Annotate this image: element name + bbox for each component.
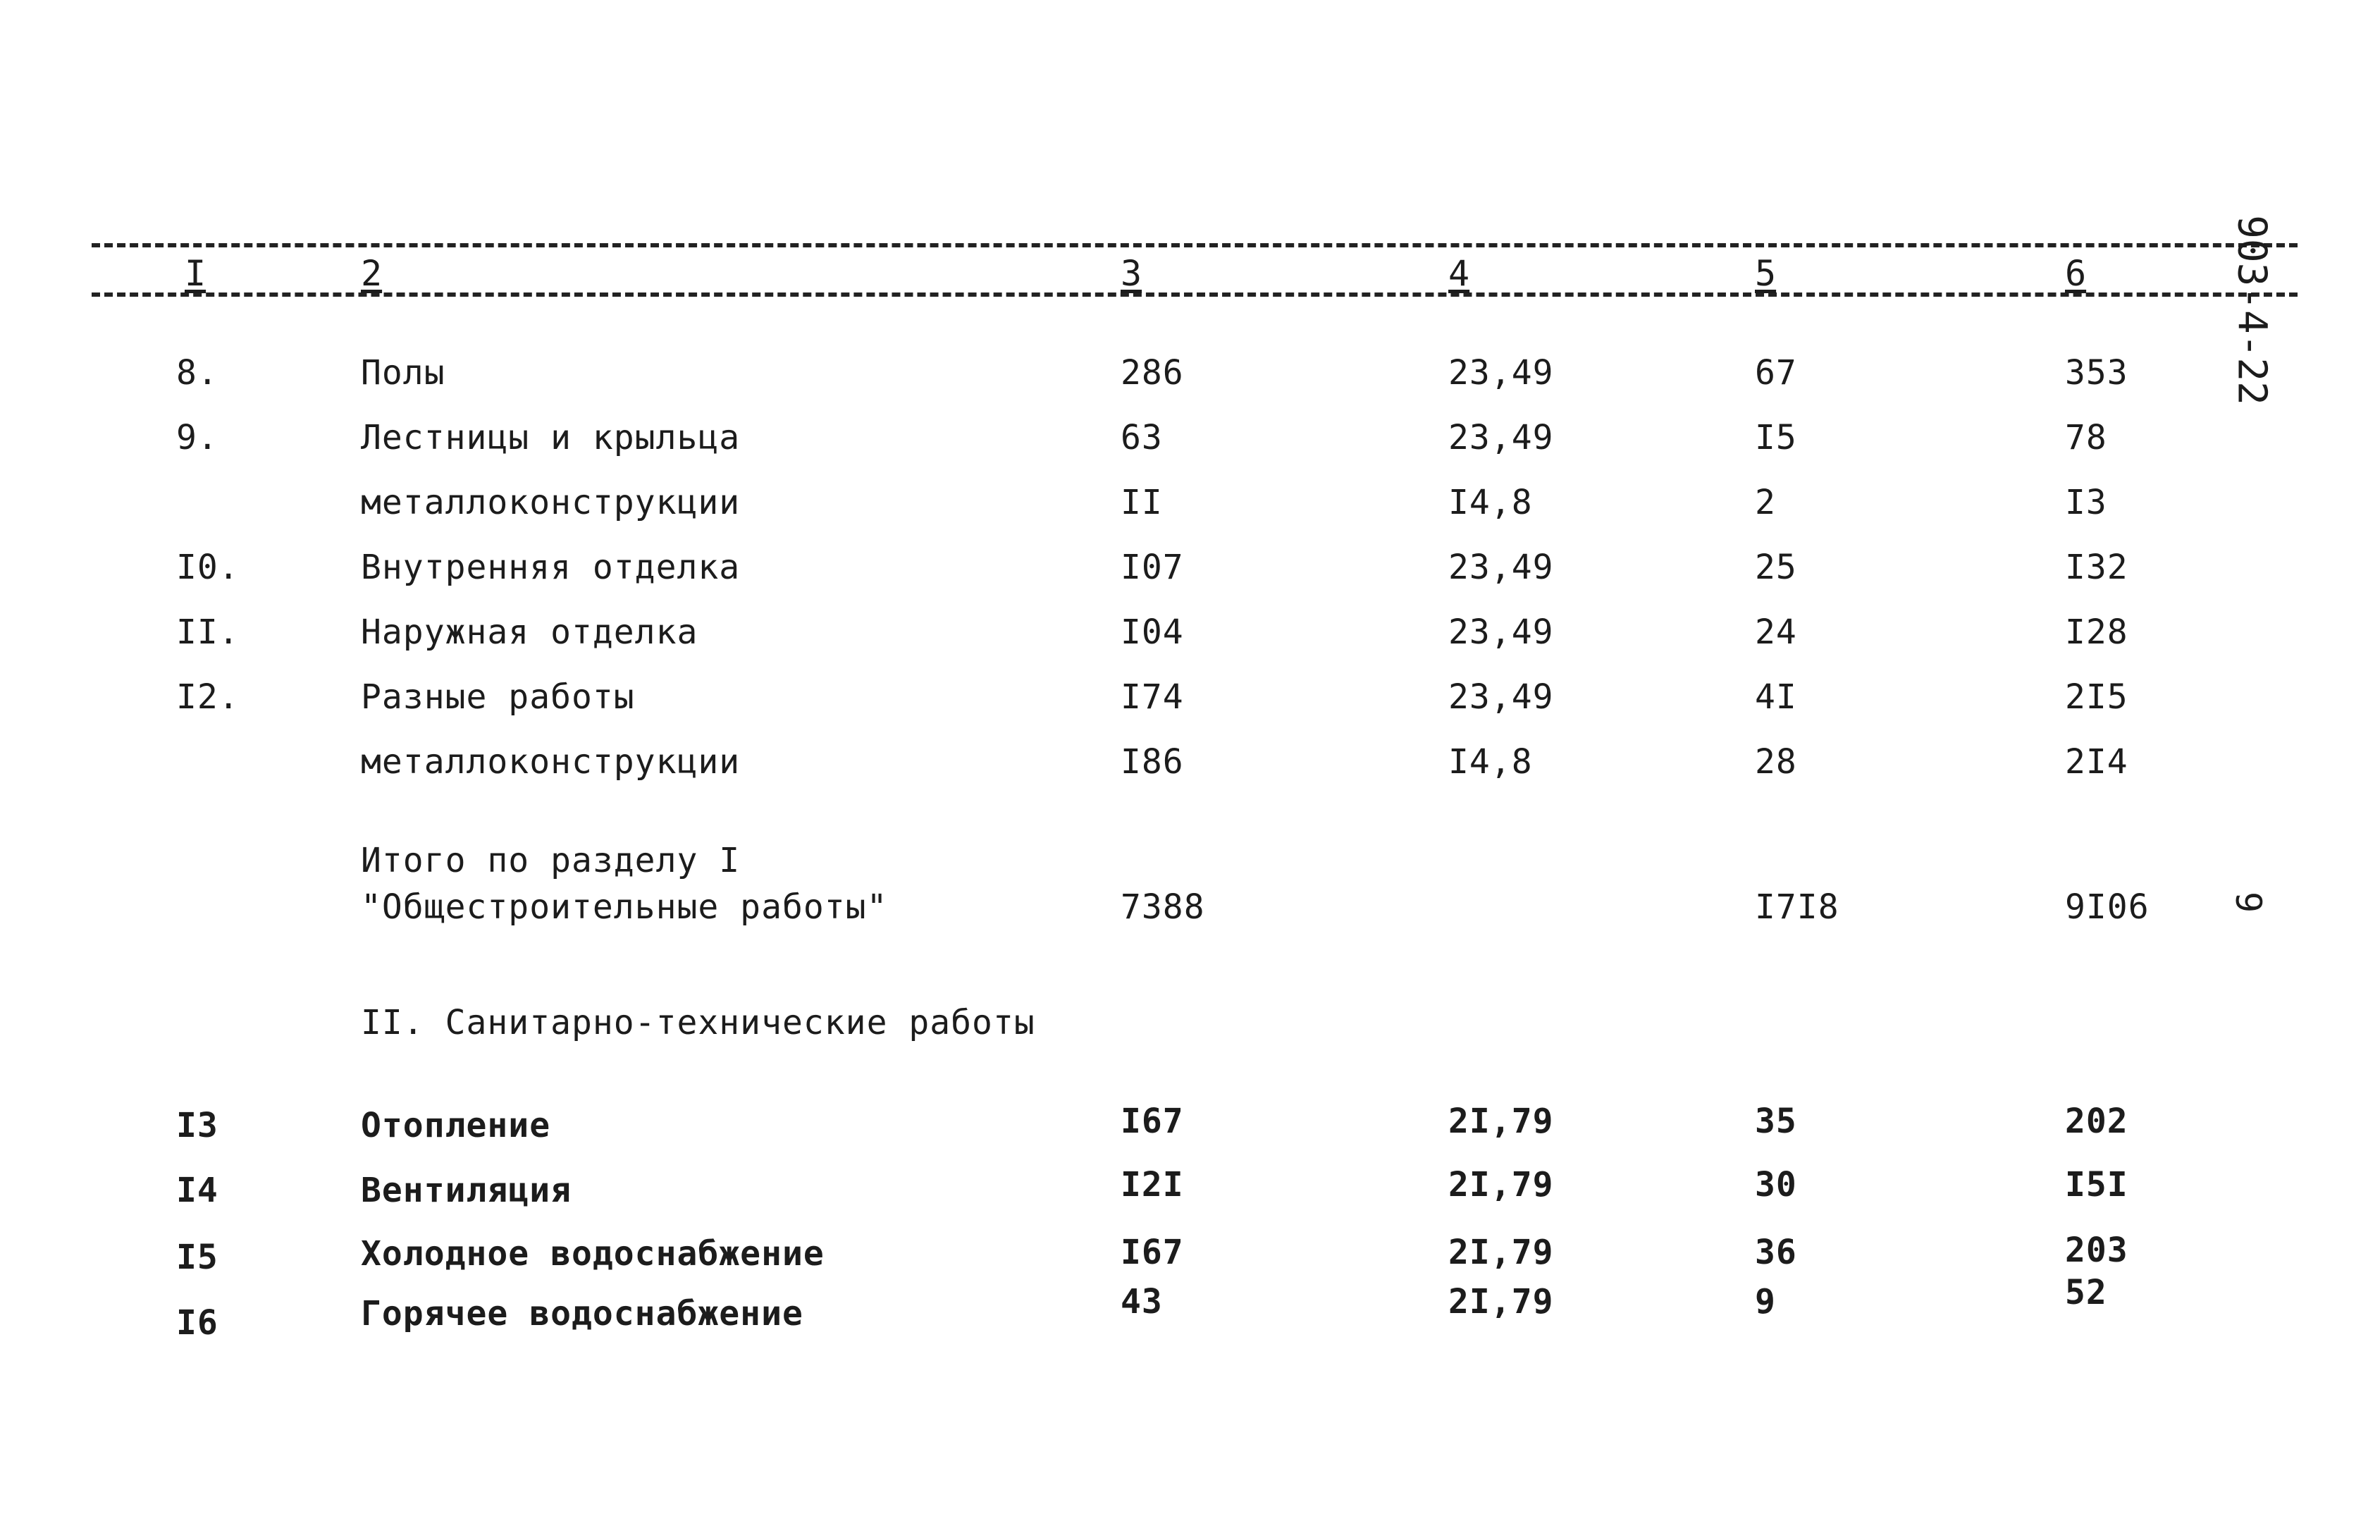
row-value-col5: 9 [1755,1282,1776,1322]
row-value-col3: 286 [1121,353,1184,393]
row-name: Полы [361,353,445,393]
row-name: Лестницы и крыльца [361,418,741,457]
row-value-col3: I07 [1121,548,1184,587]
row-value-col4: 23,49 [1448,418,1554,457]
row-value-col5: I5 [1755,418,1797,457]
row-number: I5 [176,1238,218,1277]
row-number: I2. [176,677,240,717]
row-value-col4: 2I,79 [1448,1233,1554,1272]
row-value-col5: 2 [1755,483,1776,522]
row-name: Разные работы [361,677,635,717]
row-name: Внутренняя отделка [361,548,741,587]
row-number: I4 [176,1171,218,1210]
row-value-col3: I04 [1121,612,1184,652]
row-number: II. [176,612,240,652]
row-value-col5: 67 [1755,353,1797,393]
row-name: Отопление [361,1106,551,1145]
row-value-col6: 78 [2065,418,2107,457]
row-value-col6: I3 [2065,483,2107,522]
row-value-col5: 36 [1755,1233,1797,1272]
row-value-col3: 43 [1121,1282,1163,1322]
header-top-rule [92,243,2298,247]
row-number: I6 [176,1303,218,1343]
col-header-4: 4 [1448,253,1470,294]
row-name: Вентиляция [361,1171,572,1210]
row-value-col4: 23,49 [1448,353,1554,393]
row-value-col6: 353 [2065,353,2128,393]
col-header-3: 3 [1121,253,1142,294]
row-value-col5: 30 [1755,1165,1797,1205]
row-number: I3 [176,1106,218,1145]
col-header-5: 5 [1755,253,1777,294]
row-number: I0. [176,548,240,587]
page-number [2227,881,2269,923]
row-value-col3: I67 [1121,1102,1184,1141]
row-value-col3: I2I [1121,1165,1184,1205]
total-value-col6: 9I06 [2065,887,2150,927]
row-value-col6: 52 [2065,1273,2107,1312]
row-name: Холодное водоснабжение [361,1234,825,1274]
row-value-col3: I67 [1121,1233,1184,1272]
row-value-col5: 4I [1755,677,1797,717]
row-value-col5: 24 [1755,612,1797,652]
col-header-2: 2 [361,253,383,294]
row-number: 9. [176,418,218,457]
row-value-col3: I86 [1121,742,1184,782]
row-value-col3: II [1121,483,1163,522]
row-value-col6: I28 [2065,612,2128,652]
total-label-line1: Итого по разделу I [361,841,741,880]
row-value-col6: I5I [2065,1165,2128,1205]
document-code-text: 903-4-22 [2228,215,2275,405]
row-value-col3: 63 [1121,418,1163,457]
total-value-col5: I7I8 [1755,887,1839,927]
row-value-col4: 2I,79 [1448,1102,1554,1141]
row-value-col6: 202 [2065,1102,2128,1141]
col-header-1: I [185,253,206,294]
row-value-col6: 203 [2065,1231,2128,1270]
header-bottom-rule [92,292,2298,297]
total-value-col3: 7388 [1121,887,1205,927]
row-value-col5: 28 [1755,742,1797,782]
row-value-col6: I32 [2065,548,2128,587]
document-code [2220,183,2283,437]
section-title: II. Санитарно-технические работы [361,1003,1035,1042]
row-value-col5: 25 [1755,548,1797,587]
row-name: металлоконструкции [361,483,741,522]
total-label-line2: "Общестроительные работы" [361,887,888,927]
row-value-col4: I4,8 [1448,483,1533,522]
row-name: Горячее водоснабжение [361,1294,803,1333]
col-header-6: 6 [2065,253,2087,294]
row-name: металлоконструкции [361,742,741,782]
row-value-col6: 2I4 [2065,742,2128,782]
row-value-col4: I4,8 [1448,742,1533,782]
row-value-col4: 23,49 [1448,677,1554,717]
row-value-col4: 23,49 [1448,548,1554,587]
row-value-col4: 2I,79 [1448,1165,1554,1205]
row-value-col6: 2I5 [2065,677,2128,717]
row-value-col5: 35 [1755,1102,1797,1141]
row-value-col4: 2I,79 [1448,1282,1554,1322]
page-number-text: 9 [2228,891,2269,913]
row-number: 8. [176,353,218,393]
row-value-col3: I74 [1121,677,1184,717]
row-name: Наружная отделка [361,612,698,652]
row-value-col4: 23,49 [1448,612,1554,652]
